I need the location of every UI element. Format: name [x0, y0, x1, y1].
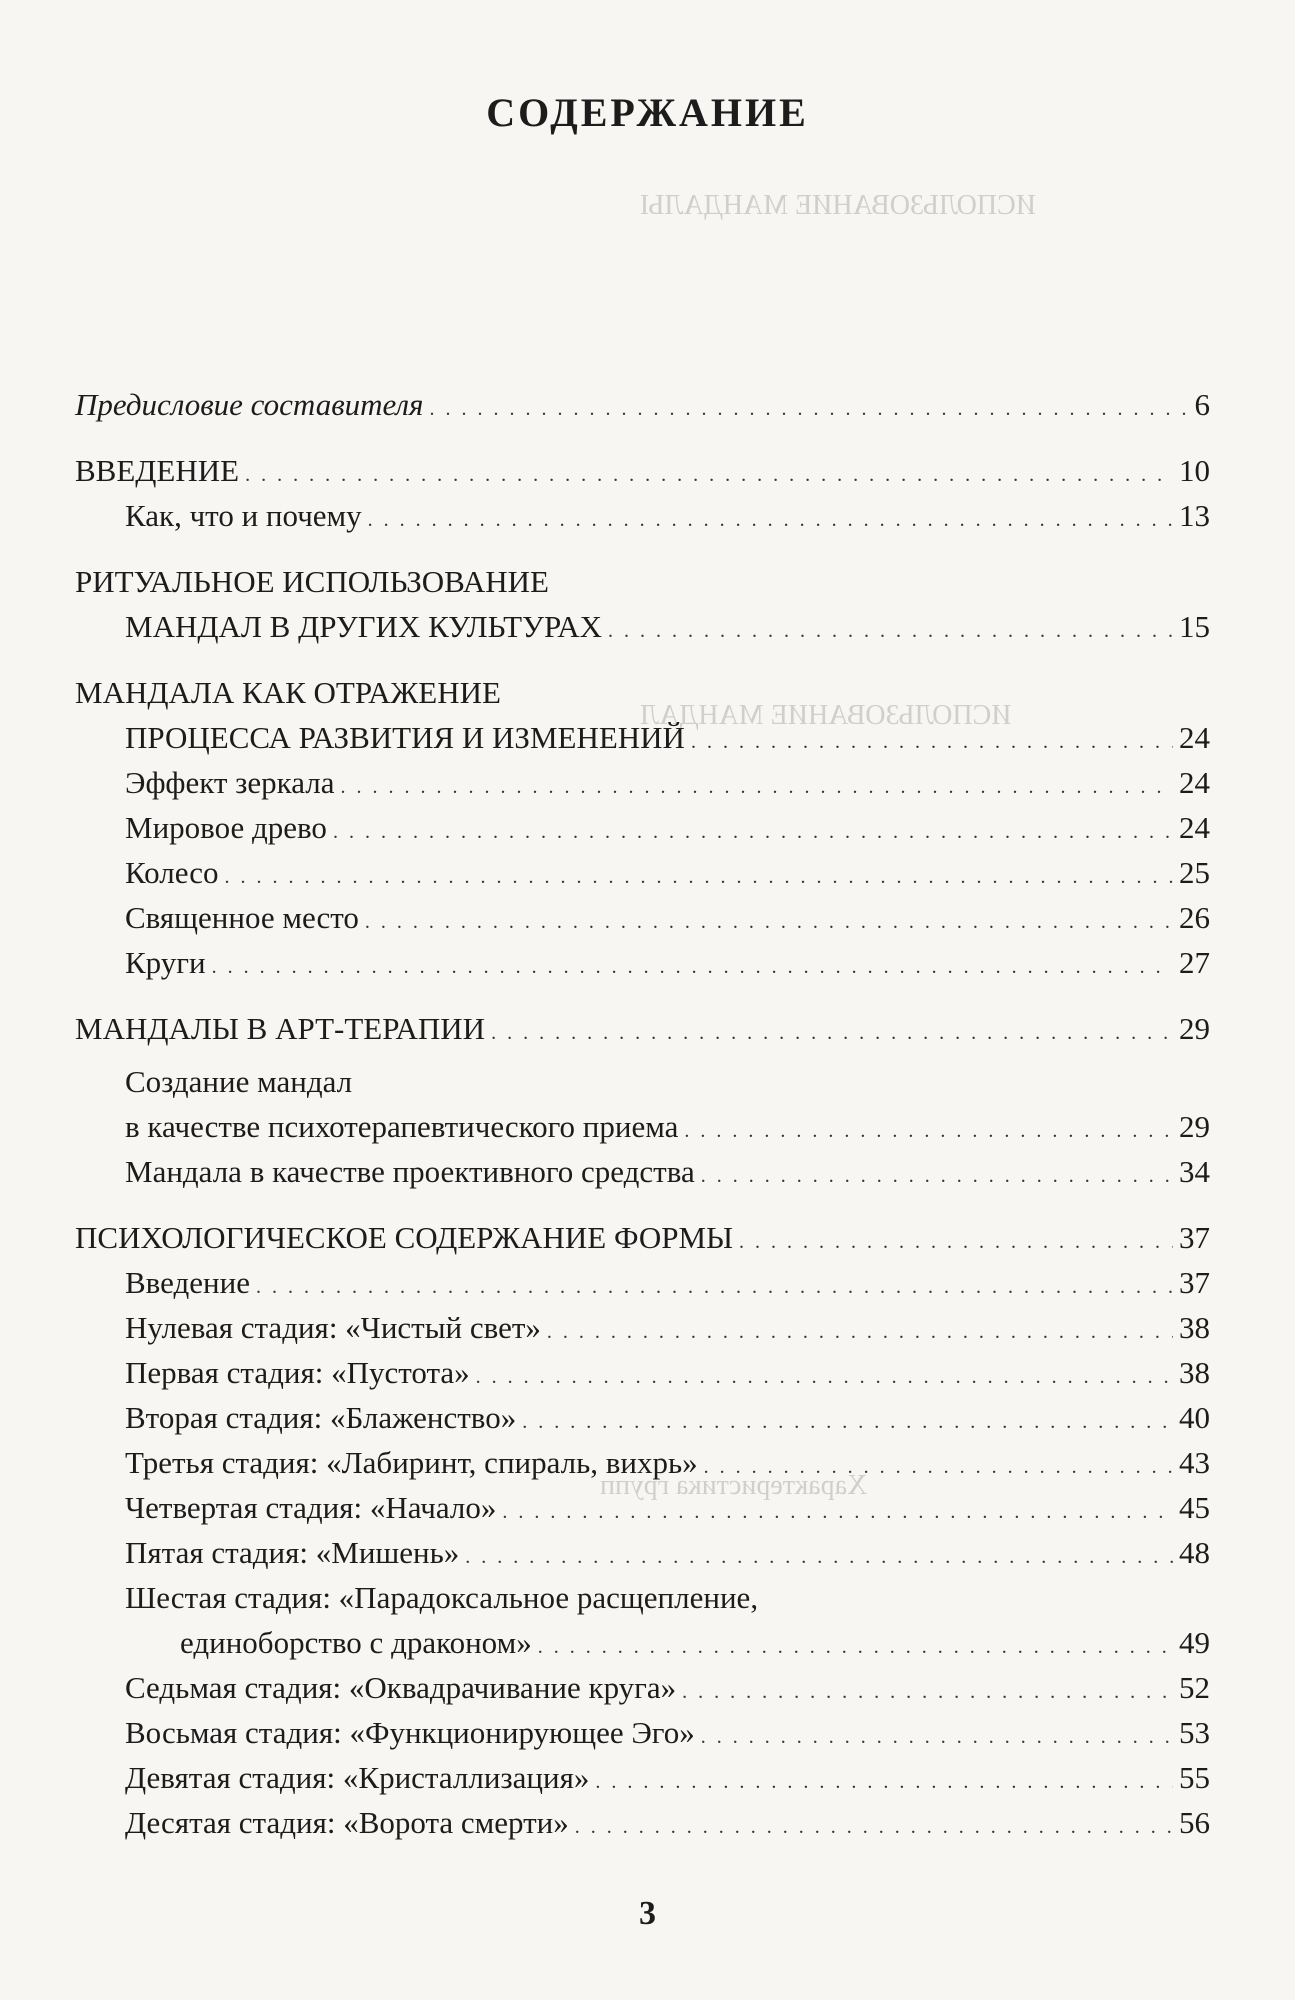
toc-entry-title: Седьмая стадия: «Оквадрачивание круга» — [125, 1670, 677, 1705]
toc-entry-title: Введение — [125, 1265, 250, 1300]
toc-page-number: 40 — [1179, 1400, 1210, 1435]
bleed-through-decoration: Характеристика групп — [600, 1470, 868, 1501]
toc-entry[interactable] — [75, 1395, 1210, 1440]
leader-dots — [224, 855, 1173, 900]
toc-page-number: 53 — [1179, 1715, 1210, 1750]
toc-page-number: 26 — [1179, 900, 1210, 935]
leader-dots — [547, 1310, 1173, 1355]
toc-entry[interactable] — [75, 1305, 1210, 1350]
leader-dots — [608, 609, 1173, 654]
toc-entry-title: ПСИХОЛОГИЧЕСКОЕ СОДЕРЖАНИЕ ФОРМЫ — [75, 1220, 734, 1255]
leader-dots — [575, 1805, 1173, 1850]
toc-page-number: 37 — [1179, 1220, 1210, 1255]
toc-page-number: 49 — [1179, 1625, 1210, 1660]
bleed-through-decoration: ИСПОЛЬЗОВАНИЕ МАНДАЛ — [640, 700, 1012, 731]
toc-entry-title: Четвертая стадия: «Начало» — [125, 1490, 497, 1525]
toc-page-number: 56 — [1179, 1805, 1210, 1840]
toc-entry[interactable] — [75, 760, 1210, 805]
toc-entry[interactable] — [75, 1800, 1210, 1845]
leader-dots — [245, 453, 1173, 498]
leader-dots — [429, 387, 1188, 432]
leader-dots — [333, 810, 1173, 855]
toc-entry-title: МАНДАЛ В ДРУГИХ КУЛЬТУРАХ — [125, 609, 603, 644]
toc-page-number: 6 — [1194, 387, 1210, 422]
toc-entry[interactable] — [75, 1620, 1210, 1665]
toc-entry-title: Колесо — [125, 855, 219, 890]
toc-entry-title: Эффект зеркала — [125, 765, 335, 800]
toc-entry-title: Пятая стадия: «Мишень» — [125, 1535, 460, 1570]
toc-entry[interactable] — [75, 1215, 1210, 1260]
toc-entry-title: РИТУАЛЬНОЕ ИСПОЛЬЗОВАНИЕ — [75, 564, 549, 599]
toc-entry[interactable] — [75, 895, 1210, 940]
toc-entry-title: Священное место — [125, 900, 359, 935]
toc-entry-title: ПРОЦЕССА РАЗВИТИЯ И ИЗМЕНЕНИЙ — [125, 720, 685, 755]
toc-entry[interactable] — [75, 1350, 1210, 1395]
leader-dots — [701, 1154, 1173, 1199]
leader-dots — [522, 1400, 1173, 1445]
toc-entry[interactable] — [75, 1059, 1210, 1104]
toc-entry[interactable] — [75, 1710, 1210, 1755]
toc-entry-title: МАНДАЛА КАК ОТРАЖЕНИЕ — [75, 675, 501, 710]
toc-page-number: 25 — [1179, 855, 1210, 890]
toc-page-number: 15 — [1179, 609, 1210, 644]
toc-entry-title: Девятая стадия: «Кристаллизация» — [125, 1760, 590, 1795]
toc-entry[interactable] — [75, 850, 1210, 895]
toc-page-number: 34 — [1179, 1154, 1210, 1189]
toc-page-number: 13 — [1179, 498, 1210, 533]
leader-dots — [704, 1445, 1173, 1490]
leader-dots — [465, 1535, 1173, 1580]
toc-page-number: 29 — [1179, 1109, 1210, 1144]
toc-entry[interactable] — [75, 940, 1210, 985]
leader-dots — [212, 945, 1173, 990]
toc-entry[interactable] — [75, 1665, 1210, 1710]
toc-entry-title: Первая стадия: «Пустота» — [125, 1355, 470, 1390]
toc-entry-title: Мандала в качестве проективного средства — [125, 1154, 695, 1189]
toc-entry-title: Десятая стадия: «Ворота смерти» — [125, 1805, 569, 1840]
toc-entry[interactable] — [75, 1575, 1210, 1620]
toc-page-number: 10 — [1179, 453, 1210, 488]
leader-dots — [368, 498, 1173, 543]
leader-dots — [502, 1490, 1173, 1535]
toc-entry[interactable] — [75, 1260, 1210, 1305]
toc-page-number: 24 — [1179, 720, 1210, 755]
toc-page-number: 24 — [1179, 765, 1210, 800]
toc-entry-title: Нулевая стадия: «Чистый свет» — [125, 1310, 541, 1345]
leader-dots — [341, 765, 1173, 810]
toc-entry-title: в качестве психотерапевтического приема — [125, 1109, 679, 1144]
toc-page-number: 43 — [1179, 1445, 1210, 1480]
bleed-through-decoration: ИСПОЛЬЗОВАНИЕ МАНДАЛЫ — [640, 190, 1036, 221]
toc-entry[interactable] — [75, 559, 1210, 604]
toc-entry[interactable] — [75, 448, 1210, 493]
toc-page-number: 38 — [1179, 1355, 1210, 1390]
leader-dots — [739, 1220, 1173, 1265]
toc-entry-title: МАНДАЛЫ В АРТ-ТЕРАПИИ — [75, 1011, 486, 1046]
toc-entry[interactable] — [75, 715, 1210, 760]
leader-dots — [701, 1715, 1173, 1760]
toc-entry-title: Третья стадия: «Лабиринт, спираль, вихрь» — [125, 1445, 698, 1480]
toc-page-number: 38 — [1179, 1310, 1210, 1345]
toc-entry[interactable] — [75, 1755, 1210, 1800]
toc-entry[interactable] — [75, 1104, 1210, 1149]
table-of-contents — [75, 382, 1210, 1845]
toc-entry[interactable] — [75, 1149, 1210, 1194]
leader-dots — [595, 1760, 1173, 1805]
leader-dots — [538, 1625, 1173, 1670]
leader-dots — [682, 1670, 1173, 1715]
toc-entry-title: Круги — [125, 945, 206, 980]
leader-dots — [476, 1355, 1173, 1400]
leader-dots — [691, 720, 1173, 765]
toc-entry[interactable] — [75, 1006, 1210, 1051]
toc-entry-title: ВВЕДЕНИЕ — [75, 453, 240, 488]
toc-entry[interactable] — [75, 382, 1210, 427]
toc-entry[interactable] — [75, 1440, 1210, 1485]
page-number: 3 — [639, 1895, 656, 1932]
toc-entry[interactable] — [75, 1530, 1210, 1575]
toc-entry[interactable] — [75, 805, 1210, 850]
toc-entry[interactable] — [75, 670, 1210, 715]
toc-page-number: 24 — [1179, 810, 1210, 845]
toc-page-number: 55 — [1179, 1760, 1210, 1795]
toc-entry-title: Мировое древо — [125, 810, 327, 845]
leader-dots — [256, 1265, 1173, 1310]
toc-entry-title: Шестая стадия: «Парадоксальное расщепление, — [125, 1580, 759, 1615]
toc-page-number: 45 — [1179, 1490, 1210, 1525]
toc-page-number: 48 — [1179, 1535, 1210, 1570]
toc-entry-title: единоборство с драконом» — [180, 1625, 532, 1660]
toc-entry[interactable] — [75, 1485, 1210, 1530]
leader-dots — [491, 1011, 1173, 1056]
toc-page-number: 52 — [1179, 1670, 1210, 1705]
toc-entry-title: Вторая стадия: «Блаженство» — [125, 1400, 517, 1435]
toc-page-number: 27 — [1179, 945, 1210, 980]
toc-entry-title: Восьмая стадия: «Функционирующее Эго» — [125, 1715, 695, 1750]
toc-page-number: 37 — [1179, 1265, 1210, 1300]
leader-dots — [684, 1109, 1173, 1154]
page-title: СОДЕРЖАНИЕ — [486, 89, 809, 135]
toc-entry-title: Как, что и почему — [125, 498, 362, 533]
toc-entry-title: Предисловие составителя — [75, 387, 424, 422]
leader-dots — [365, 900, 1173, 945]
toc-entry-title: Создание мандал — [125, 1064, 353, 1099]
toc-entry[interactable] — [75, 604, 1210, 649]
toc-entry[interactable] — [75, 493, 1210, 538]
toc-page-number: 29 — [1179, 1011, 1210, 1046]
